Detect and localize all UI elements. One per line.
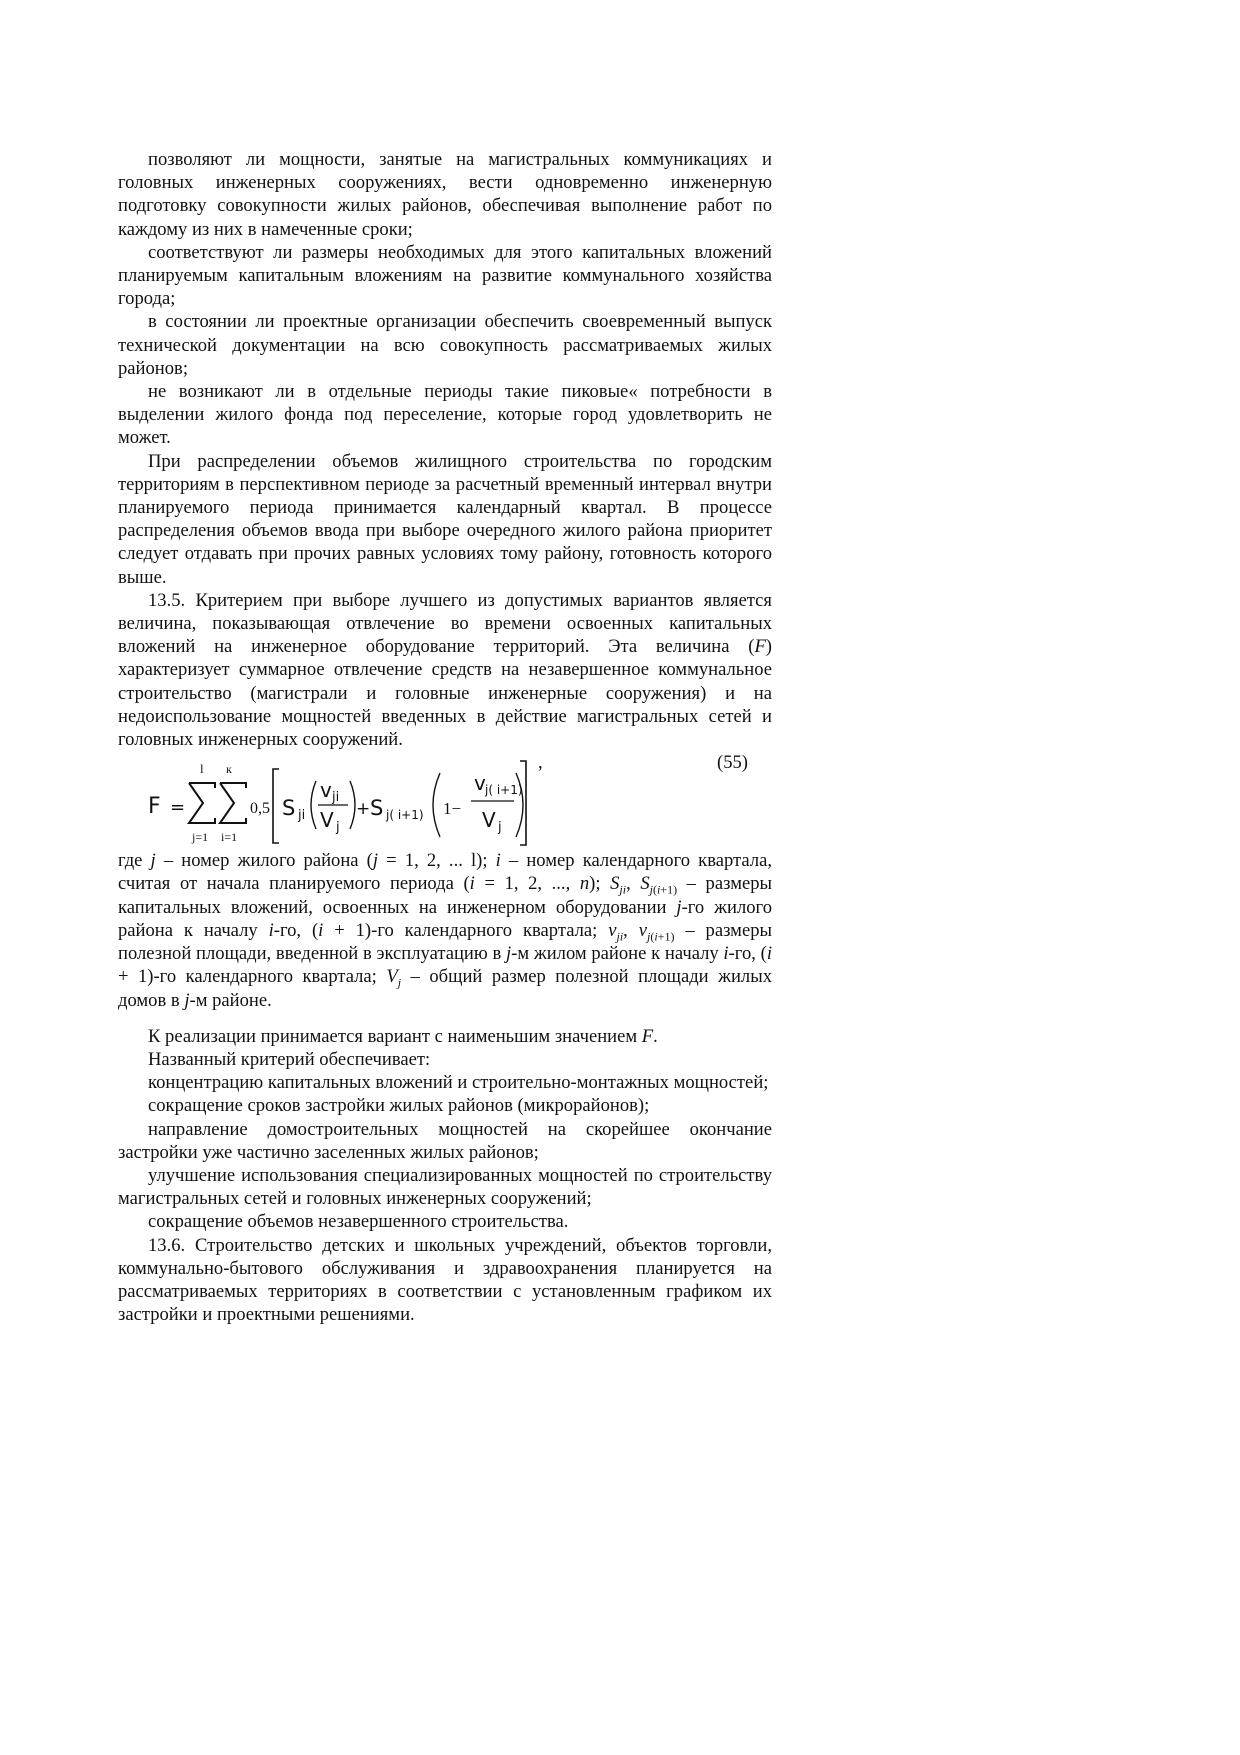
frac1-denominator-sub: j <box>336 820 340 836</box>
paragraph-p4: не возникают ли в отдельные периоды такие пиковые« потребности в выделении жилого фонда под переселение, которые город удовлетворить не может. <box>118 381 772 449</box>
paragraph-p11: сокращение сроков застройки жилых районов (микрорайонов); <box>148 1095 650 1117</box>
paragraph-p14: сокращение объемов незавершенного строительства. <box>148 1211 569 1233</box>
s2-subscript: j( i+1) <box>386 808 424 823</box>
paragraph-p3: в состоянии ли проектные организации обеспечить своевременный выпуск технической документации на всю совокупность рассматриваемых жилых районов; <box>118 311 772 379</box>
sum2-lower-limit: i=1 <box>221 830 238 845</box>
frac2-numerator: v <box>474 771 486 796</box>
sum2-sigma <box>220 783 246 823</box>
formula-55 <box>118 751 772 849</box>
paragraph-p9: Названный критерий обеспечивает: <box>148 1048 431 1070</box>
paragraph-p12: направление домостроительных мощностей на скорейшее окончание застройки уже частично заселенных жилых районов; <box>118 1118 772 1163</box>
paragraph-p1: позволяют ли мощности, занятые на магистральных коммуникациях и головных инженерных сооружениях, вести одновременно инженерную подготовку совокупности жилых районов, обеспечивая выполнение работ по каждому из них в намеченные сроки; <box>118 149 772 240</box>
paragraph-p7: где j – номер жилого района (j = 1, 2, ... l); i – номер календарного квартала, считая от начала планируемого периода (i = 1, 2, ..., n); $S_{ji}$, $S_{j(i+1)}$ – размеры капитальных вложений, освоенных на инженерном оборудовании j-го жилого района к началу i-го, (i + 1)-го календарного квартала; $v_{ji}$, $v_{j(i+1)}$ – размеры полезной площади, введенной в эксплуатацию в j-м жилом районе к началу i-го, (i + 1)-го календарного квартала; $V_j$ – общий размер полезной площади жилых домов в j-м районе. <box>118 850 773 1011</box>
s1-symbol: S <box>282 796 296 821</box>
formula-graphic <box>148 753 528 849</box>
paren1-close <box>350 781 355 829</box>
one-minus: 1− <box>443 799 462 819</box>
frac1-numerator-sub: ji <box>332 790 340 806</box>
paragraph-p6: 13.5. Критерием при выборе лучшего из допустимых вариантов является величина, показывающая отвлечение во времени освоенных капитальных вложений на инженерное оборудование территорий. Эта величина (F) характеризует суммарное отвлечение средств на незавершенное коммунальное строительство (магистрали и головные инженерные сооружения) и на недоиспользование мощностей введенных в действие магистральных сетей и головных инженерных сооружений. <box>118 589 772 751</box>
formula-equals: = <box>170 797 186 819</box>
formula-lhs: F <box>148 794 161 820</box>
frac2-denominator: V <box>482 808 496 833</box>
paragraph-p10: концентрацию капитальных вложений и строительно-монтажных мощностей; <box>148 1072 769 1094</box>
s1-subscript: ji <box>298 808 306 824</box>
body-text-before-formula <box>118 148 772 751</box>
coefficient: 0,5 <box>250 800 270 818</box>
frac1-numerator: v <box>320 778 332 803</box>
frac2-numerator-sub: j( i+1) <box>485 783 523 798</box>
sum1-lower-limit: j=1 <box>192 830 209 845</box>
paragraph-p2: соответствуют ли размеры необходимых для этого капитальных вложений планируемым капитальным вложениям на развитие коммунального хозяйства города; <box>118 241 772 310</box>
sum1-upper-limit: l <box>200 761 204 777</box>
s2-symbol: S <box>370 796 384 821</box>
frac2-denominator-sub: j <box>498 820 502 836</box>
plus-sign: + <box>356 799 371 820</box>
formula-comma: , <box>538 752 543 774</box>
paren1-open <box>311 781 316 829</box>
paren2-open <box>433 773 440 837</box>
paragraph-p8: К реализации принимается вариант с наименьшим значением F. <box>148 1025 658 1047</box>
paragraph-p5: При распределении объемов жилищного строительства по городским территориям в перспективном периоде за расчетный временный интервал внутри планируемого периода принимается календарный квартал. В процессе распределения объемов ввода при выборе очередного жилого района приоритет следует отдавать при прочих равных условиях тому району, готовность которого выше. <box>118 450 772 588</box>
equation-number: (55) <box>717 752 748 774</box>
sum1-sigma <box>189 783 215 823</box>
bracket-open <box>273 769 279 843</box>
paragraph-p15: 13.6. Строительство детских и школьных учреждений, объектов торговли, коммунально-бытового обслуживания и здравоохранения планируется на рассматриваемых территориях в соответствии с установленным графиком их застройки и проектными решениями. <box>118 1234 772 1326</box>
frac1-denominator: V <box>320 808 334 833</box>
document-page <box>118 148 772 1326</box>
paragraph-p13: улучшение использования специализированных мощностей по строительству магистральных сетей и головных инженерных сооружений; <box>118 1164 772 1210</box>
sum2-upper-limit: к <box>226 762 232 777</box>
body-text-after-formula <box>118 849 772 1326</box>
